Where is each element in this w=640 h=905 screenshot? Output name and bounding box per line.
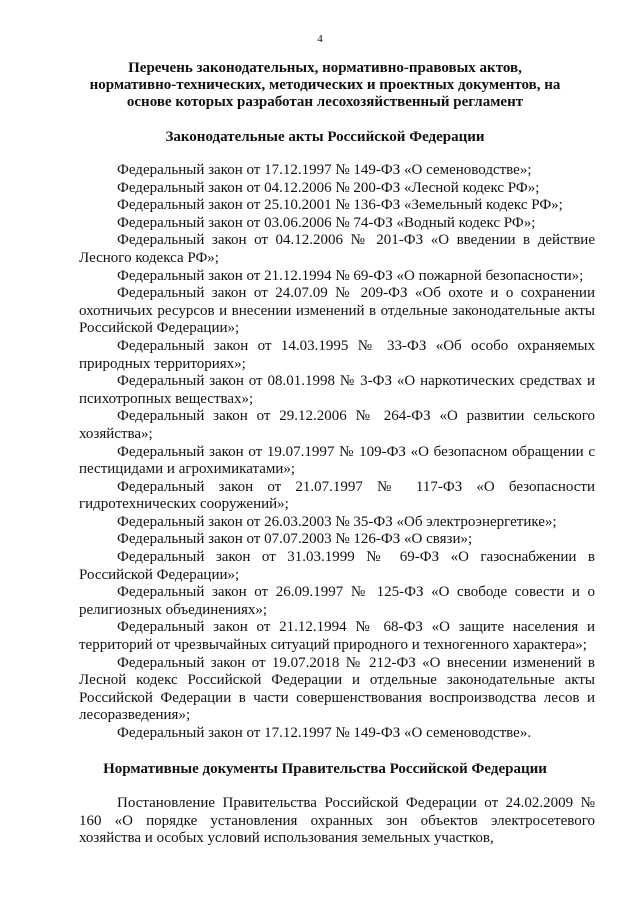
list-item: Федеральный закон от 04.12.2006 № 201-ФЗ «О введении в действие Лесного кодекса РФ»; [79, 232, 595, 266]
list-item: Федеральный закон от 31.03.1999 № 69-ФЗ «О газоснабжении в Российской Федерации»; [79, 549, 595, 583]
list-item: Федеральный закон от 14.03.1995 № 33-ФЗ «Об особо охраняемых природных территориях»; [79, 337, 595, 372]
list-item: Постановление Правительства Российской Федерации от 24.02.2009 № 160 «О порядке установления охранных зон объектов электросетевого хозяйства и особых условий использования земельных участков, [79, 795, 595, 847]
title-line: нормативно-технических, методических и проектных документов, на [89, 77, 561, 93]
list-item: Федеральный закон от 08.01.1998 № 3-ФЗ «О наркотических средствах и психотропных веществах»; [79, 373, 595, 407]
list-item: Федеральный закон от 21.07.1997 № 117-ФЗ «О безопасности гидротехнических сооружений»; [79, 478, 595, 513]
list-item: Федеральный закон от 17.12.1997 № 149-ФЗ «О семеноводстве»; [117, 162, 532, 178]
list-item: Федеральный закон от 19.07.1997 № 109-ФЗ «О безопасном обращении с пестицидами и агрохимикатами»; [79, 443, 595, 478]
section-heading-legislative-acts: Законодательные акты Российской Федерации [165, 129, 485, 145]
page-number: 4 [317, 33, 323, 45]
list-item: Федеральный закон от 26.03.2003 № 35-ФЗ «Об электроэнергетике»; [117, 513, 557, 530]
list-item: Федеральный закон от 29.12.2006 № 264-ФЗ «О развитии сельского хозяйства»; [79, 408, 595, 442]
list-item: Федеральный закон от 03.06.2006 № 74-ФЗ «Водный кодекс РФ»; [117, 214, 536, 231]
list-item: Федеральный закон от 26.09.1997 № 125-ФЗ «О свободе совести и о религиозных объединениях»; [79, 584, 595, 618]
list-item: Федеральный закон от 19.07.2018 № 212-ФЗ «О внесении изменений в Лесной кодекс Российской Федерации и отдельные законодательные акты Российской Федерации в части совершенствования воспроизводства лесов и лесоразведения»; [79, 654, 595, 724]
list-item: Федеральный закон от 21.12.1994 № 68-ФЗ «О защите населения и территорий от чрезвычайных ситуаций природного и техногенного характера»; [79, 619, 595, 654]
document-title [60, 60, 590, 111]
list-item: Федеральный закон от 21.12.1994 № 69-ФЗ «О пожарной безопасности»; [117, 267, 584, 284]
list-item: Федеральный закон от 25.10.2001 № 136-ФЗ «Земельный кодекс РФ»; [117, 197, 563, 214]
list-item: Федеральный закон от 17.12.1997 № 149-ФЗ «О семеноводстве». [117, 725, 532, 741]
title-line: Перечень законодательных, нормативно-правовых актов, [128, 60, 522, 76]
list-item: Федеральный закон от 04.12.2006 № 200-ФЗ «Лесной кодекс РФ»; [117, 179, 540, 196]
government-documents-list [79, 795, 595, 848]
legislative-acts-list [79, 162, 595, 743]
title-line: основе которых разработан лесохозяйственный регламент [126, 94, 524, 110]
list-item: Федеральный закон от 24.07.09 № 209-ФЗ «Об охоте и о сохранении охотничьих ресурсов и внесении изменений в отдельные законодательные акты Российской Федерации»; [79, 285, 595, 337]
section-heading-government-documents: Нормативные документы Правительства Российской Федерации [103, 761, 547, 777]
list-item: Федеральный закон от 07.07.2003 № 126-ФЗ «О связи»; [117, 531, 473, 548]
